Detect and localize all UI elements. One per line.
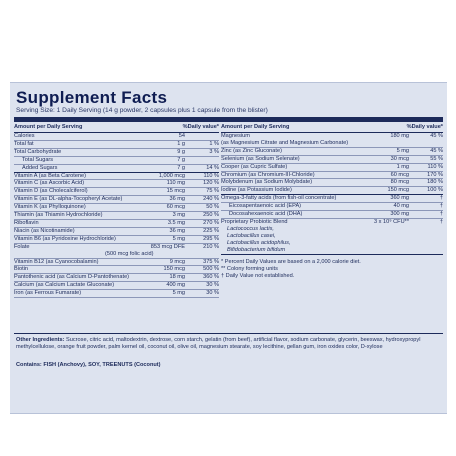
probiotic-strain: Lactobacillus acidophilus,	[227, 239, 291, 246]
nutrient-daily-value: 295 %	[203, 235, 219, 242]
footnotes	[221, 259, 443, 280]
nutrient-row	[14, 196, 219, 204]
nutrient-row	[221, 172, 443, 180]
nutrient-daily-value: 250 %	[203, 212, 219, 219]
nutrient-row	[14, 141, 219, 149]
probiotic-strain: Lactococcus lactis,	[227, 225, 274, 232]
nutrient-amount: 300 mg	[390, 211, 409, 218]
nutrient-daily-value: 3 %	[209, 148, 219, 155]
nutrient-amount: 7 g	[177, 164, 185, 171]
nutrient-amount: 853 mcg DFE	[150, 243, 185, 250]
nutrient-row	[14, 133, 219, 141]
nutrient-row	[221, 133, 443, 140]
nutrient-name: Calories	[14, 133, 35, 139]
footnote: ** Colony forming units	[221, 265, 278, 272]
nutrient-amount: (500 mcg folic acid)	[105, 250, 154, 257]
nutrient-amount: 180 mg	[390, 133, 409, 139]
nutrient-row	[221, 164, 443, 172]
nutrient-amount	[365, 140, 409, 147]
nutrient-row	[221, 148, 443, 156]
nutrient-amount: 5 mg	[396, 147, 409, 154]
nutrient-row	[221, 156, 443, 164]
nutrient-row	[14, 259, 219, 267]
nutrient-row	[14, 180, 219, 188]
nutrient-name: Eicosapentaenoic acid (EPA)	[229, 203, 302, 210]
footnote: * Percent Daily Values are based on a 2,000 calorie diet.	[221, 258, 361, 265]
nutrient-row	[14, 149, 219, 157]
nutrient-row	[221, 219, 443, 226]
nutrient-amount: 36 mg	[169, 196, 185, 203]
nutrient-daily-value: 225 %	[203, 227, 219, 234]
nutrient-amount: 54	[178, 133, 185, 139]
ingredients-text: Sucrose, citric acid, maltodextrin, dextrose, corn starch, gelatin (from beef), artificial flavor, sodium carbonate, glycerin, beeswax, hydroxypropyl methylcellulose, orange fruit powder, palm kernel oil, coconut oil, olive oil, magnesium stearate, soy lecithine, gellan gum, iron oxides color, D-xylose	[16, 337, 421, 350]
nutrient-amount: 5 mg	[172, 290, 185, 297]
nutrient-daily-value: 170 %	[427, 171, 443, 178]
nutrient-name: Iodine (as Potassium Iodide)	[221, 187, 292, 194]
nutrient-row	[14, 282, 219, 290]
footnote: † Daily Value not established.	[221, 272, 295, 279]
probiotic-strain: Lactobacillus casei,	[227, 232, 276, 239]
nutrient-amount: 15 mcg	[166, 188, 185, 195]
nutrient-amount: 3 x 10⁹ CFU**	[373, 218, 409, 225]
nutrient-daily-value: †	[439, 203, 443, 210]
nutrient-row	[14, 274, 219, 282]
nutrient-amount: 5 mg	[172, 235, 185, 242]
nutrient-name: Vitamin K (as Phylloquinone)	[14, 204, 86, 211]
nutrient-amount: 1 g	[177, 140, 185, 147]
nutrient-row	[14, 236, 219, 244]
nutrient-name: Cooper (as Cupric Sulfate)	[221, 163, 288, 170]
nutrient-row	[14, 251, 219, 259]
nutrient-daily-value: 110 %	[427, 163, 443, 170]
nutrient-daily-value: 1 %	[209, 140, 219, 147]
left-column	[14, 123, 219, 298]
nutrient-row	[221, 140, 443, 148]
nutrient-name: Vitamin E (as DL-alpha-Tocopheryl Acetate)	[14, 196, 123, 203]
nutrient-daily-value: 50 %	[206, 204, 219, 211]
nutrient-name: (as Magnesium Citrate and Magnesium Carbonate)	[221, 139, 349, 146]
ingredients-label: Other Ingredients:	[16, 337, 65, 343]
nutrient-amount: 110 mg	[166, 180, 185, 187]
nutrient-name: Added Sugars	[22, 164, 58, 171]
nutrient-daily-value	[185, 133, 219, 140]
nutrient-row	[14, 173, 219, 181]
nutrient-name: Riboflavin	[14, 219, 39, 226]
nutrient-daily-value: 500 %	[203, 266, 219, 273]
right-header-dv: %Daily value*	[406, 124, 443, 131]
nutrient-daily-value: 45 %	[430, 133, 443, 139]
nutrient-name: Selenium (as Sodium Selenate)	[221, 155, 300, 162]
nutrient-row	[14, 244, 219, 251]
nutrient-daily-value: 30 %	[206, 290, 219, 297]
left-header-amount: Amount per Daily Serving	[14, 124, 83, 131]
nutrient-name: Magnesium	[221, 133, 250, 139]
left-column-header	[14, 123, 219, 133]
allergen-statement: Contains: FISH (Anchovy), SOY, TREENUTS (Coconut)	[16, 362, 161, 368]
nutrient-daily-value: 110 %	[203, 172, 219, 179]
nutrient-amount: 360 mg	[390, 195, 409, 202]
nutrient-amount: 1 mg	[396, 163, 409, 170]
nutrient-daily-value: 75 %	[206, 188, 219, 195]
nutrient-name: Vitamin B6 (as Pyridoxine Hydrochloride)	[14, 235, 116, 242]
nutrient-row	[221, 203, 443, 211]
nutrient-daily-value: 360 %	[203, 274, 219, 281]
nutrient-name: Molybdenum (as Sodium Molybdate)	[221, 179, 313, 186]
nutrient-name: Omega-3-fatty acids (from fish-oil concentrate)	[221, 195, 337, 202]
nutrient-amount: 60 mcg	[166, 204, 185, 211]
nutrient-amount: 150 mcg	[163, 266, 185, 273]
nutrient-amount: 18 mg	[169, 274, 185, 281]
nutrient-amount: 400 mg	[166, 282, 185, 289]
nutrient-name: Biotin	[14, 266, 28, 273]
nutrient-row	[221, 187, 443, 195]
nutrient-row	[14, 204, 219, 212]
right-column	[221, 123, 443, 280]
panel-title: Supplement Facts	[16, 88, 168, 107]
nutrient-row	[221, 195, 443, 203]
nutrient-amount: 1,000 mcg	[158, 172, 185, 179]
nutrient-name: Total Sugars	[22, 156, 54, 163]
probiotic-strain: Bifidobacterium bifidum	[227, 246, 286, 253]
nutrient-name: Proprietary Probiotic Blend	[221, 218, 288, 225]
serving-size: Serving Size: 1 Daily Serving (14 g powder, 2 capsules plus 1 capsule from the blister)	[16, 107, 268, 114]
nutrient-daily-value: 14 %	[206, 164, 219, 171]
nutrient-name: Total fat	[14, 140, 34, 147]
nutrient-name: Vitamin D (as Cholecalciferol)	[14, 188, 88, 195]
nutrient-amount: 30 mcg	[390, 155, 409, 162]
nutrient-name: Niacin (as Nicotinamide)	[14, 227, 75, 234]
nutrient-amount: 9 g	[177, 148, 185, 155]
nutrient-amount: 150 mcg	[387, 187, 409, 194]
nutrient-row	[14, 220, 219, 228]
nutrient-name: Pantothenic acid (as Calcium D-Pantothenate)	[14, 274, 130, 281]
nutrient-name: Iron (as Ferrous Fumarate)	[14, 290, 82, 297]
right-header-amount: Amount per Daily Serving	[221, 124, 290, 131]
nutrient-daily-value: 240 %	[203, 196, 219, 203]
nutrient-row	[14, 290, 219, 298]
nutrient-name: Chromium (as Chromium-III-Chloride)	[221, 171, 315, 178]
nutrient-amount: 3 mg	[172, 212, 185, 219]
nutrient-name: Total Carbohydrate	[14, 148, 62, 155]
nutrient-row	[14, 165, 219, 173]
nutrient-daily-value	[409, 140, 443, 147]
nutrient-daily-value: †	[439, 218, 443, 225]
nutrient-daily-value: 55 %	[430, 155, 443, 162]
nutrient-daily-value: 45 %	[430, 147, 443, 154]
left-header-dv: %Daily value*	[182, 124, 219, 131]
nutrient-name: Thiamin (as Thiamin Hydrochloride)	[14, 212, 103, 219]
nutrient-daily-value: †	[439, 211, 443, 218]
nutrient-row	[221, 211, 443, 219]
nutrient-daily-value: 100 %	[427, 187, 443, 194]
nutrient-amount: 60 mcg	[390, 171, 409, 178]
nutrient-amount: 3.5 mg	[167, 219, 185, 226]
nutrient-daily-value: 120 %	[203, 180, 219, 187]
nutrient-name: Zinc (as Zinc Gluconate)	[221, 147, 282, 154]
nutrient-daily-value: 270 %	[203, 219, 219, 226]
nutrient-daily-value	[185, 251, 219, 258]
nutrient-row	[14, 212, 219, 220]
nutrient-name: Docosahexaenoic acid (DHA)	[229, 211, 303, 218]
right-column-header	[221, 123, 443, 133]
nutrient-daily-value: 30 %	[206, 282, 219, 289]
nutrient-row	[14, 228, 219, 236]
ingredients-divider	[14, 333, 443, 334]
nutrient-row	[14, 266, 219, 274]
nutrient-daily-value: 210 %	[203, 243, 219, 250]
nutrient-name: Vitamin A (as Beta Carotene)	[14, 172, 87, 179]
nutrient-name	[14, 251, 105, 258]
nutrient-amount: 40 mg	[393, 203, 409, 210]
nutrient-row	[14, 188, 219, 196]
nutrient-name: Calcium (as Calcium Lactate Gluconate)	[14, 282, 115, 289]
nutrient-row	[14, 157, 219, 165]
nutrient-daily-value: 375 %	[203, 258, 219, 265]
nutrient-amount: 7 g	[177, 156, 185, 163]
nutrient-name: Folate	[14, 243, 30, 250]
nutrient-row	[221, 179, 443, 187]
nutrient-daily-value: †	[439, 195, 443, 202]
nutrient-name: Vitamin B12 (as Cyanocobalamin)	[14, 258, 99, 265]
nutrient-name: Vitamin C (as Ascorbic Acid)	[14, 180, 85, 187]
nutrient-daily-value	[185, 157, 219, 164]
nutrient-amount: 80 mcg	[390, 179, 409, 186]
nutrient-daily-value: 180 %	[427, 179, 443, 186]
probiotic-strains	[221, 226, 443, 255]
nutrient-amount: 9 mcg	[169, 258, 185, 265]
nutrient-amount: 36 mg	[169, 227, 185, 234]
other-ingredients	[16, 337, 440, 350]
header-bar	[14, 117, 443, 122]
